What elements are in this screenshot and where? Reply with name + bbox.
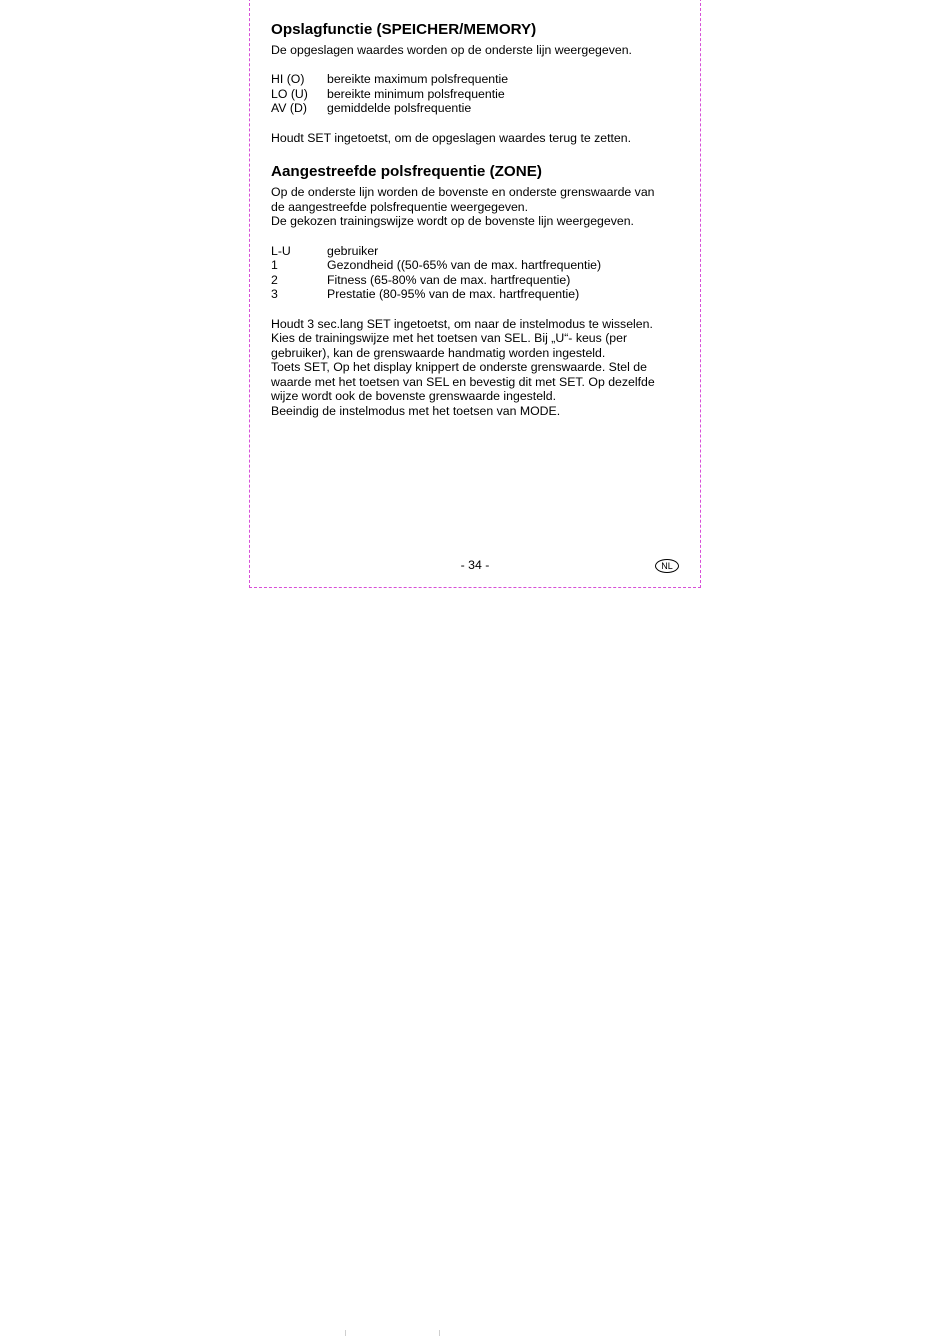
memory-values-list bbox=[271, 72, 681, 116]
scan-speck bbox=[439, 1330, 440, 1336]
instruction-line: Beeindig de instelmodus met het toetsen van MODE. bbox=[271, 404, 561, 419]
list-item bbox=[271, 273, 681, 288]
zone-intro-line: de aangestreefde polsfrequentie weergegeven. bbox=[271, 199, 529, 214]
list-item bbox=[271, 258, 681, 273]
list-item-key: 1 bbox=[271, 258, 278, 273]
page-number: - 34 - bbox=[460, 558, 490, 572]
language-badge: NL bbox=[655, 559, 679, 573]
instruction-line: waarde met het toetsen van SEL en bevestig dit met SET. Op dezelfde bbox=[271, 374, 655, 389]
training-modes-list bbox=[271, 244, 681, 302]
list-item-key: HI (O) bbox=[271, 72, 305, 87]
list-item-key: 2 bbox=[271, 272, 278, 287]
list-item-key: AV (D) bbox=[271, 101, 307, 116]
scan-speck bbox=[345, 1330, 346, 1336]
reset-note: Houdt SET ingetoetst, om de opgeslagen waardes terug te zetten. bbox=[271, 130, 632, 145]
instruction-line: wijze wordt ook de bovenste grenswaarde ingesteld. bbox=[271, 389, 557, 404]
list-item-value: Fitness (65-80% van de max. hartfrequentie) bbox=[327, 272, 571, 287]
list-item bbox=[271, 101, 681, 116]
section-heading-zone: Aangestreefde polsfrequentie (ZONE) bbox=[271, 163, 542, 181]
list-item-value: bereikte minimum polsfrequentie bbox=[327, 86, 505, 101]
list-item bbox=[271, 87, 681, 102]
instruction-line: Houdt 3 sec.lang SET ingetoetst, om naar de instelmodus te wisselen. bbox=[271, 316, 653, 331]
instruction-line: Toets SET, Op het display knippert de onderste grenswaarde. Stel de bbox=[271, 360, 647, 375]
list-item-key: LO (U) bbox=[271, 86, 308, 101]
list-item bbox=[271, 72, 681, 87]
list-item-value: bereikte maximum polsfrequentie bbox=[327, 72, 509, 87]
zone-intro-line: De gekozen trainingswijze wordt op de bovenste lijn weergegeven. bbox=[271, 214, 634, 229]
list-item-value: Prestatie (80-95% van de max. hartfrequentie) bbox=[327, 287, 580, 302]
list-item-value: Gezondheid ((50-65% van de max. hartfrequentie) bbox=[327, 258, 602, 273]
list-item bbox=[271, 287, 681, 302]
list-item-value: gemiddelde polsfrequentie bbox=[327, 101, 472, 116]
section-intro-memory: De opgeslagen waardes worden op de onderste lijn weergegeven. bbox=[271, 43, 632, 57]
instruction-line: Kies de trainingswijze met het toetsen van SEL. Bij „U“- keus (per bbox=[271, 331, 628, 346]
manual-page-content bbox=[271, 21, 681, 419]
list-item-key: L-U bbox=[271, 243, 291, 258]
instruction-line: gebruiker), kan de grenswaarde handmatig worden ingesteld. bbox=[271, 345, 606, 360]
instructions-block bbox=[271, 317, 681, 419]
section-heading-memory: Opslagfunctie (SPEICHER/MEMORY) bbox=[271, 21, 537, 38]
list-item-value: gebruiker bbox=[327, 243, 379, 258]
list-item-key: 3 bbox=[271, 287, 278, 302]
list-item bbox=[271, 244, 681, 259]
zone-intro-line: Op de onderste lijn worden de bovenste en onderste grenswaarde van bbox=[271, 185, 655, 200]
